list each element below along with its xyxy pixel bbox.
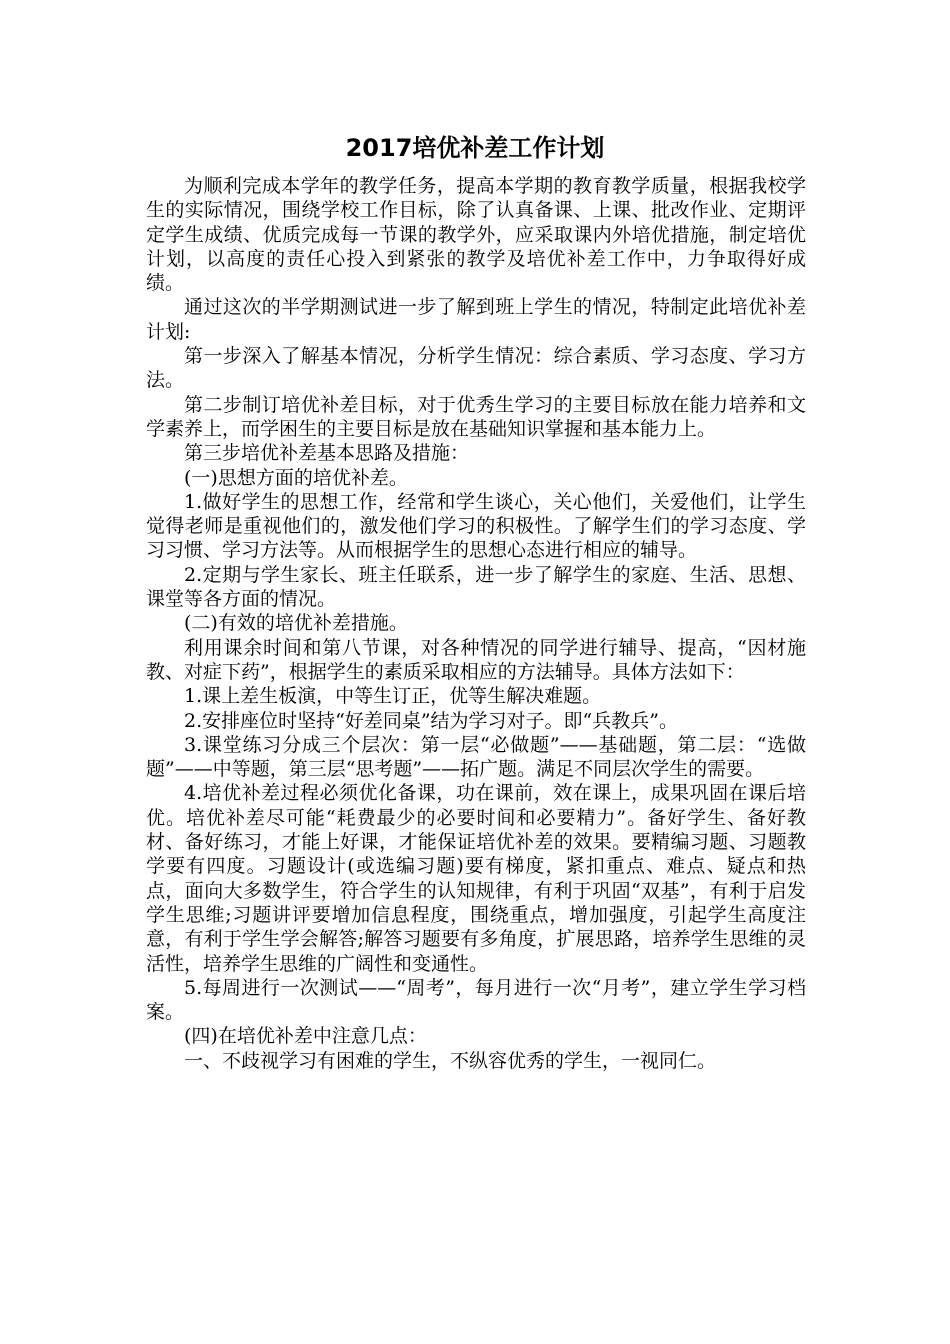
section-heading-notes: (四)在培优补差中注意几点：	[184, 1025, 427, 1048]
paragraph-step-one: 第一步深入了解基本情况，分析学生情况：综合素质、学习态度、学习方法。	[146, 345, 806, 392]
paragraph-measure-1: 1.课上差生板演，中等生订正，优等生解决难题。	[184, 685, 602, 708]
paragraph-step-two: 第二步制订培优补差目标，对于优秀生学习的主要目标放在能力培养和文学素养上，而学困生的主要目标是放在基础知识掌握和基本能力上。	[146, 393, 806, 440]
section-heading-thought: (一)思想方面的培优补差。	[184, 466, 408, 489]
paragraph-measures-intro: 利用课余时间和第八节课，对各种情况的同学进行辅导、提高，“因材施教、对症下药”，根据学生的素质采取相应的方法辅导。具体方法如下：	[146, 636, 806, 683]
paragraph-measure-2: 2.安排座位时坚持“好差同桌”结为学习对子。即“兵教兵”。	[184, 709, 678, 732]
paragraph-note-1: 一、不歧视学习有困难的学生，不纵容优秀的学生，一视同仁。	[184, 1049, 717, 1072]
paragraph-intro: 为顺利完成本学年的教学任务，提高本学期的教育教学质量，根据我校学生的实际情况，围绕学校工作目标，除了认真备课、上课、批改作业、定期评定学生成绩、优质完成每一节课的教学外，应采取课内外培优措施，制定培优计划，以高度的责任心投入到紧张的教学及培优补差工作中，力争取得好成绩。	[146, 175, 806, 295]
paragraph-thought-1: 1.做好学生的思想工作，经常和学生谈心，关心他们，关爱他们，让学生觉得老师是重视他们的，激发他们学习的积极性。了解学生们的学习态度、学习习惯、学习方法等。从而根据学生的思想心态进行相应的辅导。	[146, 490, 806, 562]
paragraph-purpose: 通过这次的半学期测试进一步了解到班上学生的情况，特制定此培优补差计划:	[146, 296, 806, 343]
document-body	[146, 174, 806, 1073]
paragraph-measure-4: 4.培优补差过程必须优化备课，功在课前，效在课上，成果巩固在课后培优。培优补差尽可能“耗费最少的必要时间和必要精力”。备好学生、备好教材、备好练习，才能上好课，才能保证培优补差的效果。要精编习题、习题教学要有四度。习题设计(或选编习题)要有梯度，紧扣重点、难点、疑点和热点，面向大多数学生，符合学生的认知规律，有利于巩固“双基”，有利于启发学生思维;习题讲评要增加信息程度，围绕重点，增加强度，引起学生高度注意，有利于学生学会解答;解答习题要有多角度，扩展思路，培养学生思维的灵活性，培养学生思维的广阔性和变通性。	[146, 782, 806, 975]
paragraph-step-three: 第三步培优补差基本思路及措施：	[184, 442, 470, 465]
paragraph-measure-5: 5.每周进行一次测试——“周考”，每月进行一次“月考”，建立学生学习档案。	[146, 976, 806, 1024]
document-title: 2017培优补差工作计划	[345, 134, 605, 162]
section-heading-measures: (二)有效的培优补差措施。	[184, 612, 408, 635]
paragraph-thought-2: 2.定期与学生家长、班主任联系，进一步了解学生的家庭、生活、思想、课堂等各方面的情况。	[146, 563, 806, 611]
paragraph-measure-3: 3.课堂练习分成三个层次：第一层“必做题”——基础题，第二层：“选做题”——中等题，第三层“思考题”——拓广题。满足不同层次学生的需要。	[146, 733, 806, 781]
